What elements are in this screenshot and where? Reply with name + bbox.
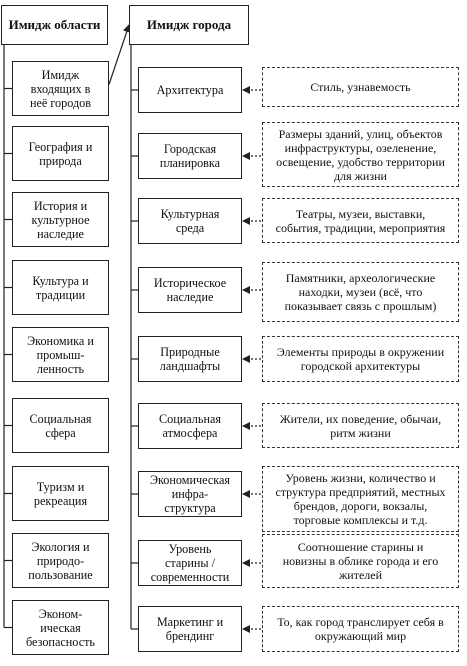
region-factor-box: География и природа [12,126,109,181]
region-factor-box: Эконом- ическая безопасность [12,600,109,655]
city-description-box: Размеры зданий, улиц, объектов инфраструктуры, озеленение, освещение, удобство территории для жизни [262,122,459,187]
city-description-box: Соотношение старины и новизны в облике города и его жителей [262,534,459,588]
city-description-box: Театры, музеи, выставки, события, традиции, мероприятия [262,198,459,243]
region-image-header: Имидж области [1,5,108,45]
city-description-box: Стиль, узнавемость [262,67,459,107]
region-factor-box: Имидж входящих в неё городов [12,61,109,116]
city-description-box: Памятники, археологические находки, музеи (всё, что показывает связь с прошлым) [262,262,459,322]
region-factor-box: Экономика и промыш- ленность [12,327,109,382]
city-component-box: Маркетинг и брендинг [138,606,242,652]
city-component-box: Историческое наследие [138,267,242,313]
city-component-box: Городская планировка [138,133,242,179]
city-component-box: Экономическая инфра- структура [138,471,242,517]
city-description-box: Уровень жизни, количество и структура предприятий, местных брендов, дороги, вокзалы, торговые комплексы и т.д. [262,466,459,532]
city-description-box: То, как город транслирует себя в окружающий мир [262,606,459,652]
city-description-box: Жители, их поведение, обычаи, ритм жизни [262,403,459,448]
city-component-box: Уровень старины / современности [138,540,242,586]
region-factor-box: Экология и природо- пользование [12,533,109,588]
city-description-box: Элементы природы в окружении городской архитектуры [262,336,459,382]
region-factor-box: Туризм и рекреация [12,466,109,521]
city-component-box: Природные ландшафты [138,336,242,382]
region-to-city-arrow [109,25,129,85]
region-factor-box: История и культурное наследие [12,192,109,247]
region-factor-box: Социальная сфера [12,398,109,453]
city-image-header: Имидж города [129,5,249,45]
city-component-box: Социальная атмосфера [138,403,242,449]
city-component-box: Культурная среда [138,198,242,244]
city-component-box: Архитектура [138,67,242,113]
region-factor-box: Культура и традиции [12,260,109,315]
